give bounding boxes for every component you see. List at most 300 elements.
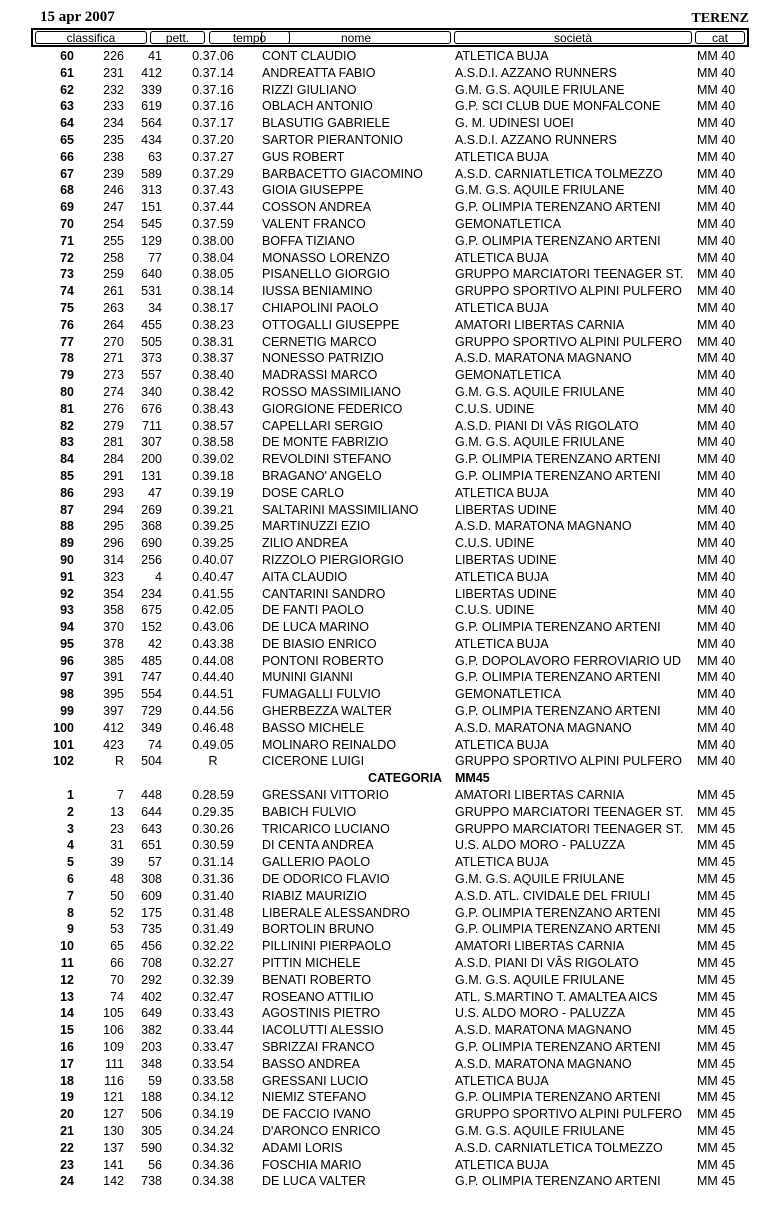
bib-cell: 506 — [141, 1107, 162, 1122]
name-cell: TRICARICO LUCIANO — [262, 821, 390, 836]
time-cell: 0.38.17 — [192, 300, 234, 315]
club-cell: GRUPPO SPORTIVO ALPINI PULFERO — [455, 334, 682, 349]
table-row — [0, 502, 783, 519]
table-row — [0, 48, 783, 65]
category-cell: MM 40 — [697, 704, 736, 719]
category-cell: MM 45 — [697, 1124, 736, 1138]
bib-cell: 313 — [141, 183, 162, 198]
rank-cell: 61 — [60, 65, 74, 80]
rank-cell: 8 — [67, 905, 74, 920]
time-cell: 0.33.44 — [192, 1023, 234, 1038]
time-cell: 0.38.23 — [192, 317, 234, 332]
position-cell: 293 — [103, 485, 124, 500]
rank-cell: 3 — [67, 821, 74, 836]
rank-cell: 13 — [60, 989, 74, 1004]
position-cell: 378 — [103, 636, 124, 651]
time-cell: 0.37.17 — [192, 116, 234, 131]
bib-cell: 292 — [141, 972, 162, 987]
category-cell: MM 40 — [697, 687, 736, 702]
position-cell: 385 — [103, 653, 124, 668]
bib-cell: 735 — [141, 922, 162, 937]
bib-cell: 412 — [141, 65, 162, 80]
category-cell: MM 40 — [697, 569, 736, 584]
time-cell: 0.38.14 — [192, 284, 234, 299]
club-cell: GRUPPO SPORTIVO ALPINI PULFERO — [455, 1107, 682, 1122]
name-cell: REVOLDINI STEFANO — [262, 452, 392, 467]
rank-cell: 15 — [60, 1023, 74, 1038]
name-cell: DOSE CARLO — [262, 485, 344, 500]
club-cell: GEMONATLETICA — [455, 216, 562, 231]
position-cell: 226 — [103, 49, 124, 63]
category-cell: MM 40 — [697, 468, 736, 483]
table-row — [0, 468, 783, 485]
club-cell: ATLETICA BUJA — [455, 737, 549, 752]
time-cell: 0.40.07 — [192, 552, 234, 567]
name-cell: VALENT FRANCO — [262, 216, 366, 231]
category-cell: MM 40 — [697, 334, 736, 349]
name-cell: GALLERIO PAOLO — [262, 855, 371, 870]
category-cell: MM 40 — [697, 284, 736, 299]
category-cell: MM 45 — [697, 804, 736, 819]
bib-cell: 729 — [141, 704, 162, 719]
club-cell: A.S.D. MARATONA MAGNANO — [455, 1056, 632, 1071]
club-cell: ATLETICA BUJA — [455, 250, 549, 265]
name-cell: MOLINARO REINALDO — [262, 737, 397, 752]
category-cell: MM 45 — [697, 821, 736, 836]
name-cell: BENATI ROBERTO — [262, 972, 372, 987]
table-row — [0, 569, 783, 586]
rank-cell: 74 — [60, 284, 74, 299]
club-cell: G.P. OLIMPIA TERENZANO ARTENI — [455, 1174, 661, 1189]
category-cell: MM 40 — [697, 737, 736, 752]
time-cell: 0.37.27 — [192, 149, 234, 164]
rank-cell: 75 — [60, 300, 74, 315]
category-cell: MM 45 — [697, 939, 736, 954]
table-row — [0, 602, 783, 619]
bib-cell: 42 — [148, 636, 162, 651]
time-cell: 0.40.47 — [192, 569, 234, 584]
bib-cell: 564 — [141, 116, 162, 131]
column-header-name: nome — [261, 31, 451, 44]
bib-cell: 368 — [141, 519, 162, 534]
bib-cell: 402 — [141, 989, 162, 1004]
time-cell: 0.42.05 — [192, 603, 234, 618]
rank-cell: 6 — [67, 872, 74, 887]
bib-cell: 589 — [141, 166, 162, 181]
position-cell: 263 — [103, 300, 124, 315]
club-cell: GRUPPO SPORTIVO ALPINI PULFERO — [455, 754, 682, 769]
category-cell: MM 45 — [697, 922, 736, 937]
category-cell: MM 40 — [697, 132, 736, 147]
time-cell: 0.38.42 — [192, 384, 234, 399]
rank-cell: 102 — [53, 754, 74, 769]
club-cell: G.P. SCI CLUB DUE MONFALCONE — [455, 99, 661, 114]
position-cell: 271 — [103, 351, 124, 366]
category-cell: MM 40 — [697, 351, 736, 366]
time-cell: 0.28.59 — [192, 788, 234, 803]
club-cell: G.M. G.S. AQUILE FRIULANE — [455, 183, 625, 198]
time-cell: 0.33.58 — [192, 1073, 234, 1088]
rank-cell: 86 — [60, 485, 74, 500]
table-row — [0, 921, 783, 938]
position-cell: 127 — [103, 1107, 124, 1122]
position-cell: 232 — [103, 82, 124, 97]
category-cell: MM 40 — [697, 250, 736, 265]
category-cell: MM 45 — [697, 888, 736, 903]
table-row — [0, 149, 783, 166]
category-cell: MM 40 — [697, 670, 736, 685]
bib-cell: 456 — [141, 939, 162, 954]
time-cell: 0.32.22 — [192, 939, 234, 954]
category-cell: MM 45 — [697, 855, 736, 870]
time-cell: 0.44.56 — [192, 704, 234, 719]
time-cell: 0.46.48 — [192, 720, 234, 735]
name-cell: CERNETIG MARCO — [262, 334, 377, 349]
position-cell: 239 — [103, 166, 124, 181]
category-cell: MM 45 — [697, 989, 736, 1004]
position-cell: 276 — [103, 401, 124, 416]
bib-cell: 348 — [141, 1056, 162, 1071]
bib-cell: 175 — [141, 905, 162, 920]
time-cell: 0.44.08 — [192, 653, 234, 668]
rank-cell: 88 — [60, 519, 74, 534]
club-cell: GRUPPO MARCIATORI TEENAGER ST. — [455, 821, 684, 836]
time-cell: 0.43.06 — [192, 620, 234, 635]
club-cell: ATLETICA BUJA — [455, 855, 549, 870]
rank-cell: 89 — [60, 536, 74, 551]
name-cell: PITTIN MICHELE — [262, 956, 361, 971]
category-cell: MM 40 — [697, 435, 736, 450]
time-cell: 0.41.55 — [192, 586, 234, 601]
category-cell: MM 40 — [697, 317, 736, 332]
category-cell: MM 40 — [697, 166, 736, 181]
table-row — [0, 787, 783, 804]
time-cell: 0.37.43 — [192, 183, 234, 198]
bib-cell: 505 — [141, 334, 162, 349]
time-cell: 0.38.37 — [192, 351, 234, 366]
position-cell: 52 — [110, 905, 124, 920]
bib-cell: 557 — [141, 368, 162, 383]
rank-cell: 1 — [67, 788, 74, 803]
name-cell: PISANELLO GIORGIO — [262, 267, 390, 282]
category-cell: MM 45 — [697, 905, 736, 920]
bib-cell: 200 — [141, 452, 162, 467]
name-cell: DE FANTI PAOLO — [262, 603, 364, 618]
category-heading-value: MM45 — [455, 771, 490, 786]
club-cell: LIBERTAS UDINE — [455, 502, 557, 517]
position-cell: 323 — [103, 569, 124, 584]
rank-cell: 71 — [60, 233, 74, 248]
category-cell: MM 45 — [697, 1040, 736, 1055]
name-cell: CHIAPOLINI PAOLO — [262, 300, 379, 315]
bib-cell: 234 — [141, 586, 162, 601]
table-row — [0, 367, 783, 384]
position-cell: 370 — [103, 620, 124, 635]
category-cell: MM 40 — [697, 485, 736, 500]
position-cell: 354 — [103, 586, 124, 601]
position-cell: 7 — [117, 788, 124, 803]
category-cell: MM 40 — [697, 233, 736, 248]
category-cell: MM 45 — [697, 1023, 736, 1038]
rank-cell: 99 — [60, 704, 74, 719]
club-cell: AMATORI LIBERTAS CARNIA — [455, 788, 625, 803]
rank-cell: 22 — [60, 1140, 74, 1155]
bib-cell: 41 — [148, 49, 162, 63]
time-cell: 0.34.24 — [192, 1124, 234, 1138]
bib-cell: 57 — [148, 855, 162, 870]
time-cell: 0.38.04 — [192, 250, 234, 265]
category-cell: MM 45 — [697, 1056, 736, 1071]
name-cell: LIBERALE ALESSANDRO — [262, 905, 410, 920]
bib-cell: 269 — [141, 502, 162, 517]
rank-cell: 100 — [53, 720, 74, 735]
position-cell: 254 — [103, 216, 124, 231]
position-cell: 270 — [103, 334, 124, 349]
bib-cell: 485 — [141, 653, 162, 668]
rank-cell: 19 — [60, 1090, 74, 1105]
name-cell: ROSEANO ATTILIO — [262, 989, 374, 1004]
category-cell: MM 40 — [697, 183, 736, 198]
position-cell: 74 — [110, 989, 124, 1004]
category-cell: MM 40 — [697, 586, 736, 601]
position-cell: 105 — [103, 1006, 124, 1021]
name-cell: AITA CLAUDIO — [262, 569, 348, 584]
name-cell: IACOLUTTI ALESSIO — [262, 1023, 384, 1038]
position-cell: 397 — [103, 704, 124, 719]
club-cell: G.P. DOPOLAVORO FERROVIARIO UD — [455, 653, 681, 668]
name-cell: SBRIZZAI FRANCO — [262, 1040, 375, 1055]
category-cell: MM 45 — [697, 838, 736, 853]
rank-cell: 5 — [67, 855, 74, 870]
table-row — [0, 1123, 783, 1140]
time-cell: 0.31.36 — [192, 872, 234, 887]
rank-cell: 18 — [60, 1073, 74, 1088]
position-cell: 395 — [103, 687, 124, 702]
bib-cell: 305 — [141, 1124, 162, 1138]
rank-cell: 82 — [60, 418, 74, 433]
rank-cell: 68 — [60, 183, 74, 198]
club-cell: G.P. OLIMPIA TERENZANO ARTENI — [455, 905, 661, 920]
table-row — [0, 199, 783, 216]
time-cell: 0.39.25 — [192, 519, 234, 534]
time-cell: 0.32.47 — [192, 989, 234, 1004]
time-cell: 0.39.02 — [192, 452, 234, 467]
time-cell: 0.31.48 — [192, 905, 234, 920]
position-cell: 13 — [110, 804, 124, 819]
table-row — [0, 1073, 783, 1090]
table-row — [0, 1056, 783, 1073]
club-cell: ATLETICA BUJA — [455, 1157, 549, 1172]
bib-cell: 448 — [141, 788, 162, 803]
club-cell: ATLETICA BUJA — [455, 636, 549, 651]
rank-cell: 90 — [60, 552, 74, 567]
time-cell: 0.37.14 — [192, 65, 234, 80]
table-row — [0, 166, 783, 183]
name-cell: GUS ROBERT — [262, 149, 345, 164]
position-cell: 121 — [103, 1090, 124, 1105]
time-cell: 0.38.43 — [192, 401, 234, 416]
name-cell: SARTOR PIERANTONIO — [262, 132, 404, 147]
table-row — [0, 1140, 783, 1157]
rank-cell: 66 — [60, 149, 74, 164]
name-cell: DI CENTA ANDREA — [262, 838, 374, 853]
bib-cell: 59 — [148, 1073, 162, 1088]
bib-cell: 308 — [141, 872, 162, 887]
table-row — [0, 636, 783, 653]
name-cell: OBLACH ANTONIO — [262, 99, 373, 114]
rank-cell: 64 — [60, 116, 74, 131]
club-cell: ATL. S.MARTINO T. AMALTEA AICS — [455, 989, 658, 1004]
position-cell: 281 — [103, 435, 124, 450]
bib-cell: 554 — [141, 687, 162, 702]
rank-cell: 10 — [60, 939, 74, 954]
category-cell: MM 40 — [697, 519, 736, 534]
category-cell: MM 40 — [697, 636, 736, 651]
table-row — [0, 300, 783, 317]
rank-cell: 95 — [60, 636, 74, 651]
bib-cell: 74 — [148, 737, 162, 752]
club-cell: G.P. OLIMPIA TERENZANO ARTENI — [455, 704, 661, 719]
name-cell: CAPELLARI SERGIO — [262, 418, 383, 433]
name-cell: OTTOGALLI GIUSEPPE — [262, 317, 400, 332]
position-cell: 141 — [103, 1157, 124, 1172]
position-cell: 314 — [103, 552, 124, 567]
time-cell: 0.34.36 — [192, 1157, 234, 1172]
table-row — [0, 1089, 783, 1106]
table-row — [0, 854, 783, 871]
category-cell: MM 45 — [697, 1174, 736, 1189]
name-cell: NIEMIZ STEFANO — [262, 1090, 367, 1105]
club-cell: G.P. OLIMPIA TERENZANO ARTENI — [455, 670, 661, 685]
bib-cell: 644 — [141, 804, 162, 819]
table-row — [0, 804, 783, 821]
name-cell: RIZZI GIULIANO — [262, 82, 357, 97]
position-cell: 358 — [103, 603, 124, 618]
time-cell: 0.44.51 — [192, 687, 234, 702]
rank-cell: 91 — [60, 569, 74, 584]
name-cell: CONT CLAUDIO — [262, 49, 357, 63]
name-cell: D'ARONCO ENRICO — [262, 1124, 381, 1138]
category-cell: MM 40 — [697, 267, 736, 282]
category-cell: MM 40 — [697, 200, 736, 215]
time-cell: 0.30.59 — [192, 838, 234, 853]
table-row — [0, 317, 783, 334]
position-cell: 23 — [110, 821, 124, 836]
bib-cell: 619 — [141, 99, 162, 114]
rank-cell: 76 — [60, 317, 74, 332]
time-cell: 0.37.16 — [192, 82, 234, 97]
table-row — [0, 552, 783, 569]
table-row — [0, 384, 783, 401]
rank-cell: 17 — [60, 1056, 74, 1071]
time-cell: 0.37.29 — [192, 166, 234, 181]
position-cell: 296 — [103, 536, 124, 551]
name-cell: BRAGANO' ANGELO — [262, 468, 382, 483]
name-cell: COSSON ANDREA — [262, 200, 372, 215]
bib-cell: 455 — [141, 317, 162, 332]
position-cell: 53 — [110, 922, 124, 937]
name-cell: FOSCHIA MARIO — [262, 1157, 362, 1172]
bib-cell: 373 — [141, 351, 162, 366]
time-cell: 0.38.40 — [192, 368, 234, 383]
time-cell: 0.29.35 — [192, 804, 234, 819]
club-cell: GRUPPO SPORTIVO ALPINI PULFERO — [455, 284, 682, 299]
table-row — [0, 98, 783, 115]
column-header-club: società — [454, 31, 692, 44]
rank-cell: 62 — [60, 82, 74, 97]
rank-cell: 14 — [60, 1006, 74, 1021]
table-row — [0, 65, 783, 82]
rank-cell: 2 — [67, 804, 74, 819]
name-cell: ANDREATTA FABIO — [262, 65, 376, 80]
position-cell: 31 — [110, 838, 124, 853]
position-cell: 264 — [103, 317, 124, 332]
rank-cell: 65 — [60, 132, 74, 147]
results-table — [0, 48, 783, 1190]
category-cell: MM 40 — [697, 401, 736, 416]
column-header-time: tempo — [209, 31, 290, 44]
rank-cell: 11 — [60, 956, 74, 971]
club-cell: AMATORI LIBERTAS CARNIA — [455, 939, 625, 954]
bib-cell: 675 — [141, 603, 162, 618]
club-cell: A.S.D. PIANI DI VÂS RIGOLATO — [455, 956, 639, 971]
club-cell: G.P. OLIMPIA TERENZANO ARTENI — [455, 200, 661, 215]
position-cell: 412 — [103, 720, 124, 735]
category-cell: MM 40 — [697, 754, 736, 769]
category-cell: MM 40 — [697, 418, 736, 433]
table-row — [0, 1005, 783, 1022]
rank-cell: 98 — [60, 687, 74, 702]
category-cell: MM 40 — [697, 502, 736, 517]
time-cell: 0.31.49 — [192, 922, 234, 937]
rank-cell: 79 — [60, 368, 74, 383]
name-cell: CANTARINI SANDRO — [262, 586, 386, 601]
club-cell: G.M. G.S. AQUILE FRIULANE — [455, 384, 625, 399]
time-cell: 0.38.00 — [192, 233, 234, 248]
category-cell: MM 40 — [697, 720, 736, 735]
position-cell: 391 — [103, 670, 124, 685]
club-cell: ATLETICA BUJA — [455, 485, 549, 500]
position-cell: 48 — [110, 872, 124, 887]
position-cell: 233 — [103, 99, 124, 114]
club-cell: G.M. G.S. AQUILE FRIULANE — [455, 435, 625, 450]
bib-cell: 34 — [148, 300, 162, 315]
name-cell: BASSO ANDREA — [262, 1056, 360, 1071]
bib-cell: 649 — [141, 1006, 162, 1021]
name-cell: MUNINI GIANNI — [262, 670, 353, 685]
race-place: TERENZ — [691, 11, 749, 26]
results-group-mm45 — [0, 787, 783, 1190]
bib-cell: 349 — [141, 720, 162, 735]
bib-cell: 131 — [141, 468, 162, 483]
bib-cell: 531 — [141, 284, 162, 299]
table-row — [0, 334, 783, 351]
category-cell: MM 45 — [697, 1006, 736, 1021]
category-cell: MM 45 — [697, 872, 736, 887]
position-cell: 259 — [103, 267, 124, 282]
time-cell: 0.32.27 — [192, 956, 234, 971]
rank-cell: 101 — [53, 737, 74, 752]
category-cell: MM 40 — [697, 653, 736, 668]
position-cell: 258 — [103, 250, 124, 265]
position-cell: 255 — [103, 233, 124, 248]
table-row — [0, 669, 783, 686]
rank-cell: 73 — [60, 267, 74, 282]
table-row — [0, 1157, 783, 1174]
rank-cell: 7 — [67, 888, 74, 903]
bib-cell: 203 — [141, 1040, 162, 1055]
club-cell: C.U.S. UDINE — [455, 401, 535, 416]
